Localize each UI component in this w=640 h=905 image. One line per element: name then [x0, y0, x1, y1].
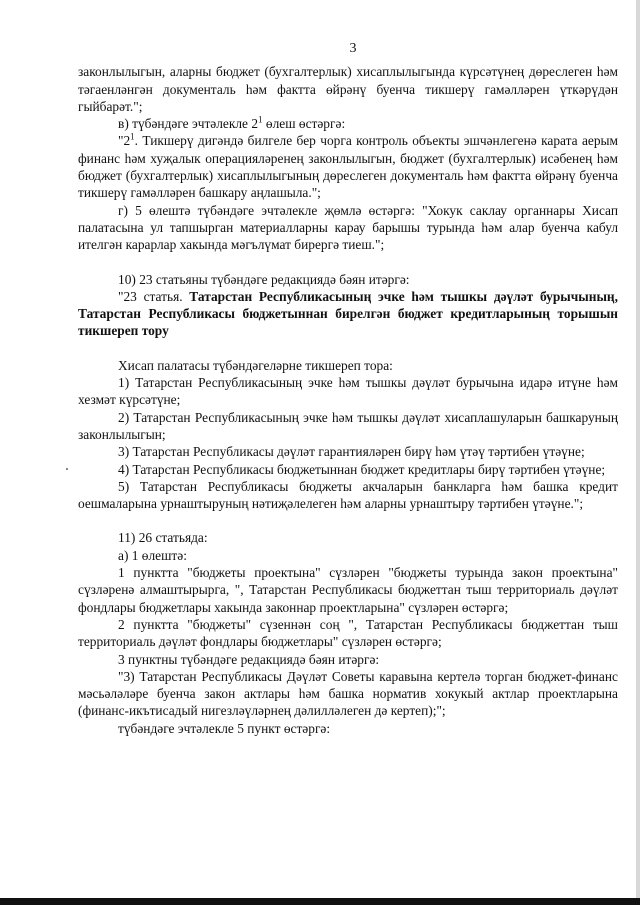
paragraph-intro: Хисап палатасы түбәндәгеләрне тикшереп тора: [118, 357, 393, 373]
list-item-2: 2) Татарстан Республикасының эчке һәм тышкы дәүләт хисаплашуларын башкаруның законлылыгын; [78, 409, 618, 442]
paragraph-point-3: 3 пунктны түбәндәге редакциядә бәян итәргә: [118, 651, 380, 667]
paragraph-item-v [78, 115, 618, 132]
part-2-1-text: . Тикшерү дигәндә билгеле бер чорга контроль объекты эшчәнлегенә карата аерым финанс һәм хуҗалык операцияләренең законлылыгын, бюджет (бухгалтерлык) исәбенең һәм бюджет (бухгалтерлык) хисаплылыгының дөреслеген документаль һәм фактта өйрәнү буенча тикшерү гамәлләрен башкару аңлашыла."; [78, 133, 618, 201]
paragraph-item-g: г) 5 өлештә түбәндәге эчтәлекле җөмлә өстәргә: "Хокук саклау органнары Хисап палатасына ул тапшырган материалларны карау барышы турында һәм алар буенча кабул ителгән карарлар хакында мәгълүмат бирергә тиеш."; [78, 202, 618, 253]
part-2-1-superscript: 1 [130, 132, 135, 143]
part-2-1-start: "2 [118, 133, 131, 149]
paragraph-item-10: 10) 23 статьяны түбәндәге редакциядә бәян итәргә: [118, 271, 410, 287]
document-page [78, 40, 618, 737]
list-item-5: 5) Татарстан Республикасы бюджеты акчаларын банкларга һәм башка кредит оешмаларына урнаштыруның нәтиҗәлелеген һәм аларны урнаштыру тәртибен үтәүне."; [78, 478, 618, 512]
scan-bottom-edge [0, 898, 640, 905]
paragraph-continuation: законлылыгын, аларны бюджет (бухгалтерлык) хисаплылыгында күрсәтүнең дөреслеген һәм тәгаенләнгән документаль һәм фактта өйрәнү буенча тикшерү гамәлләрен үткәрүдән гыйбарәт."; [78, 64, 618, 114]
scan-speck [66, 468, 68, 470]
paragraph-point-3-text: "3) Татарстан Республикасы Дәүләт Советы каравына кертелә торган бюджет-финанс мәсьәләләре буенча закон актлары һәм башка норматив хокукый актлар проектларына (финанс-икътисадый нигезләүләрнең дәлилләлеген дә кертеп);"; [78, 668, 618, 719]
paragraph-point-5: түбәндәге эчтәлекле 5 пункт өстәргә: [118, 720, 331, 736]
scan-edge [636, 0, 640, 905]
item-v-superscript: 1 [258, 114, 263, 125]
article-23-label: "23 статья. [118, 288, 190, 304]
item-v-text-end: өлеш өстәргә: [262, 116, 346, 132]
paragraph-item-a: а) 1 өлештә: [118, 547, 187, 563]
list-item-3: 3) Татарстан Республикасы дәүләт гарантияләрен бирү һәм үтәү тәртибен үтәүне; [118, 444, 585, 460]
page-number: 3 [349, 41, 357, 56]
article-23-heading [78, 288, 618, 340]
list-item-1: 1) Татарстан Республикасының эчке һәм тышкы дәүләт бурычына идарә итүне һәм хезмәт күрсәтүне; [78, 375, 618, 408]
article-23-title: Татарстан Республикасының эчке һәм тышкы дәүләт бурычының, Татарстан Республикасы бюджетыннан бирелгән бюджет кредитларының торышын тикшереп тору [78, 288, 618, 339]
list-item-4: 4) Татарстан Республикасы бюджетыннан бюджет кредитлары бирү тәртибен үтәүне; [118, 461, 606, 477]
item-v-text: в) түбәндәге эчтәлекле 2 [118, 116, 259, 132]
paragraph-point-2: 2 пунктта "бюджеты" сүзеннән соң ", Татарстан Республикасы бюджеттан тыш территориаль дәүләт фондлары бюджетлары" сүзләрен өстәргә; [78, 616, 618, 650]
paragraph-point-1: 1 пунктта "бюджеты проектына" сүзләрен "бюджеты турында закон проектына" сүзләренә алмаштырырга, ", Татарстан Республикасы бюджеттан тыш территориаль дәүләт фондлары бюджетлары хакында законнар проектларына" сүзләрен өстәргә; [78, 565, 618, 615]
paragraph-item-11: 11) 26 статьяда: [118, 530, 208, 546]
paragraph-part-2-1 [78, 132, 618, 201]
